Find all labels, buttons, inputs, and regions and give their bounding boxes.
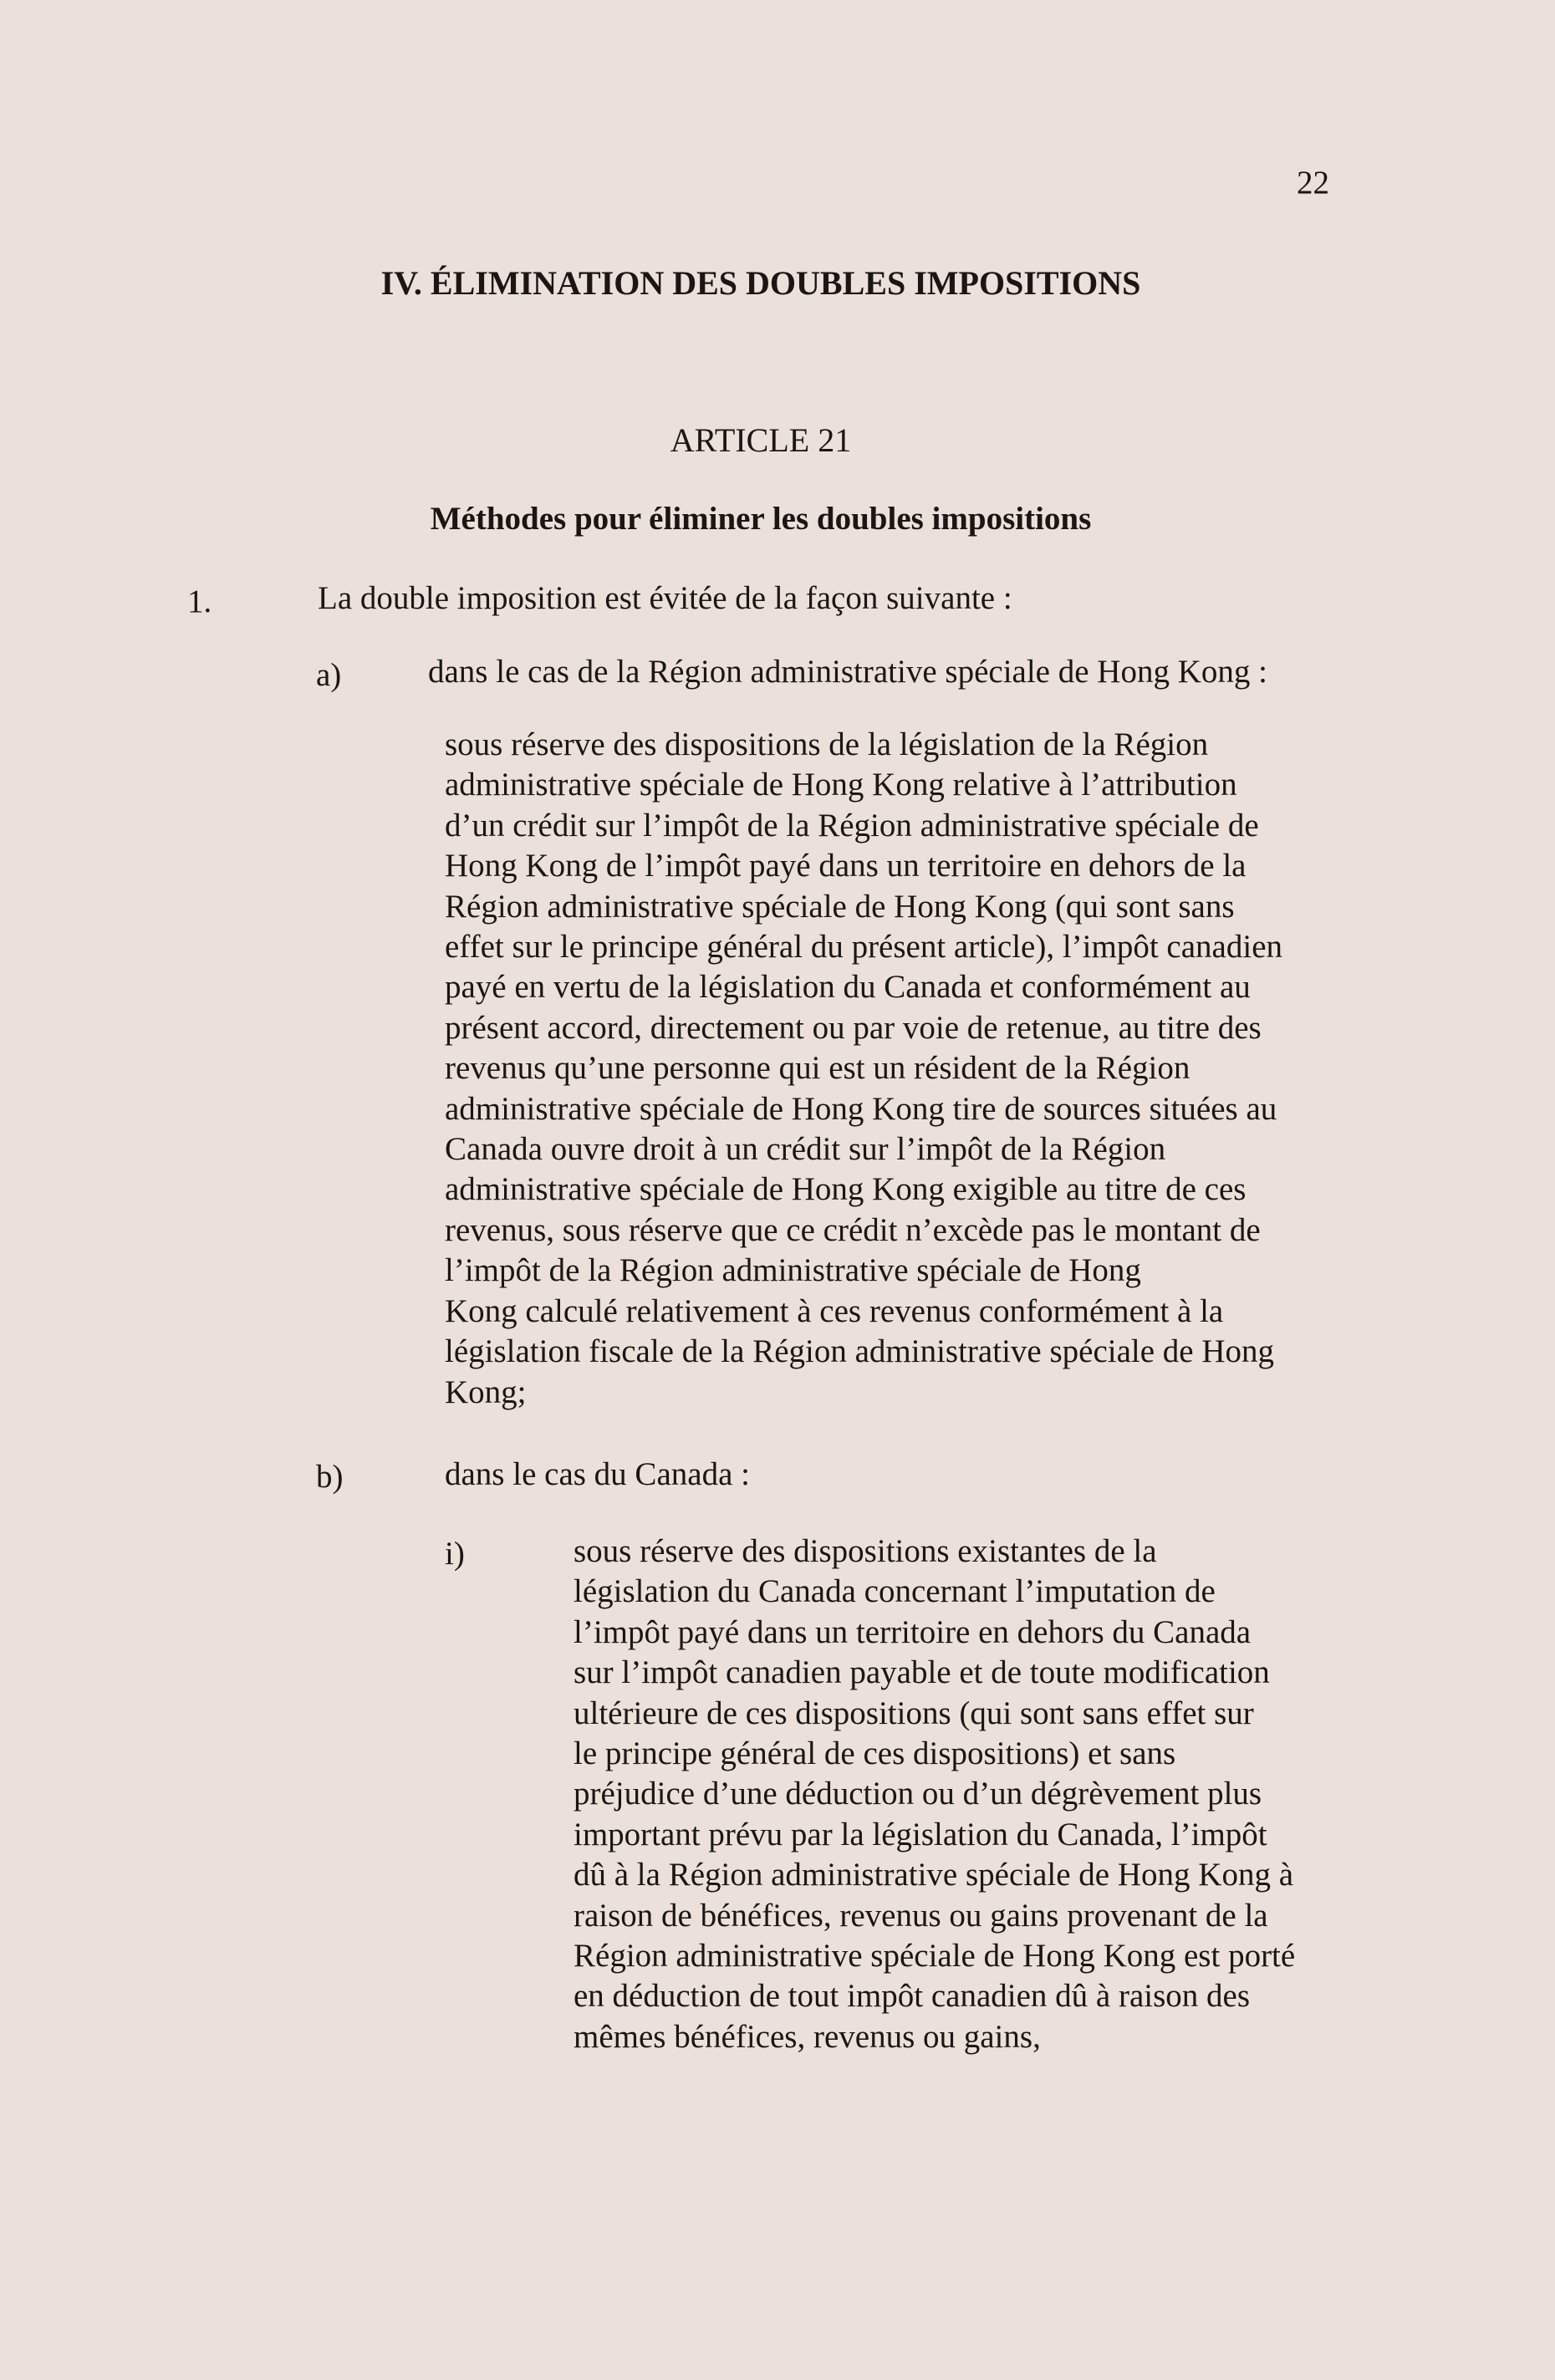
item-a-text: dans le cas de la Région administrative spéciale de Hong Kong : [428,654,1267,690]
text-line: sous réserve des dispositions de la législation de la Région [445,726,1209,762]
paragraph-text: La double imposition est évitée de la façon suivante : [318,580,1012,616]
text-line: d’un crédit sur l’impôt de la Région administrative spéciale de [445,807,1259,843]
item-a-body [445,725,1282,1413]
text-line: sous réserve des dispositions existantes de la [574,1533,1157,1569]
text-line: revenus, sous réserve que ce crédit n’excède pas le montant de [445,1211,1261,1248]
paragraph-number: 1. [187,584,212,619]
section-title: IV. ÉLIMINATION DES DOUBLES IMPOSITIONS [380,264,1141,302]
text-line: sur l’impôt canadien payable et de toute modification [574,1654,1270,1691]
text-line: dû à la Région administrative spéciale de Hong Kong à [574,1857,1294,1893]
text-line: ultérieure de ces dispositions (qui sont sans effet sur [574,1695,1254,1731]
item-a-label: a) [316,657,342,693]
text-line: législation fiscale de la Région administrative spéciale de Hong [445,1333,1275,1370]
text-line: raison de bénéfices, revenus ou gains provenant de la [574,1897,1268,1934]
text-line: en déduction de tout impôt canadien dû à raison des [574,1978,1251,2015]
page-number: 22 [1297,165,1329,201]
text-line: Canada ouvre droit à un crédit sur l’impôt de la Région [445,1131,1166,1168]
text-line: l’impôt payé dans un territoire en dehors du Canada [574,1613,1252,1650]
text-line: Kong; [445,1373,527,1410]
text-line: important prévu par la législation du Canada, l’impôt [574,1816,1267,1853]
text-line: administrative spéciale de Hong Kong exigible au titre de ces [445,1171,1247,1208]
text-line: le principe général de ces dispositions) et sans [574,1735,1176,1772]
text-line: mêmes bénéfices, revenus ou gains, [574,2018,1041,2055]
article-subtitle: Méthodes pour éliminer les doubles impositions [430,501,1092,537]
text-line: préjudice d’une déduction ou d’un dégrèvement plus [574,1776,1262,1812]
text-line: Hong Kong de l’impôt payé dans un territoire en dehors de la [445,848,1247,884]
text-line: payé en vertu de la législation du Canada et conformément au [445,969,1251,1006]
text-line: présent accord, directement ou par voie de retenue, au titre des [445,1009,1262,1046]
article-title: ARTICLE 21 [670,421,852,459]
item-b-text: dans le cas du Canada : [445,1456,750,1492]
text-line: revenus qu’une personne qui est un résident de la Région [445,1050,1190,1087]
text-line: législation du Canada concernant l’imputation de [574,1573,1216,1610]
item-b-label: b) [316,1459,344,1495]
text-line: effet sur le principe général du présent article), l’impôt canadien [445,929,1283,966]
text-line: administrative spéciale de Hong Kong tire de sources situées au [445,1090,1277,1127]
sub-item-i-body [574,1531,1295,2057]
text-line: Kong calculé relativement à ces revenus conformément à la [445,1292,1224,1329]
text-line: l’impôt de la Région administrative spéciale de Hong [445,1252,1141,1289]
text-line: administrative spéciale de Hong Kong relative à l’attribution [445,767,1237,803]
text-line: Région administrative spéciale de Hong Kong (qui sont sans [445,888,1235,925]
text-line: Région administrative spéciale de Hong Kong est porté [574,1938,1296,1975]
sub-item-i-label: i) [445,1536,465,1572]
